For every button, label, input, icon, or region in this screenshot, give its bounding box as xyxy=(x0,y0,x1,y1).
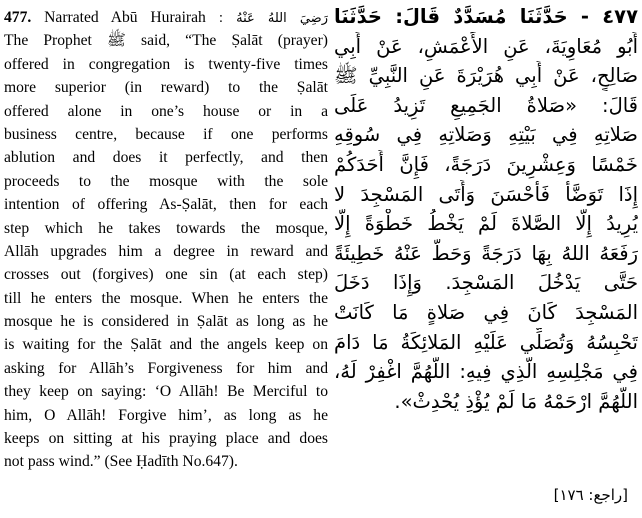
english-line: offered alone in one’s house or in a xyxy=(4,102,328,120)
english-line: is waiting for the Ṣalāt and the angels keep on xyxy=(4,336,328,354)
english-line: not pass wind.” (See Ḥadīth No.647). xyxy=(4,453,238,471)
arabic-line: قَالَ: «صَلاةُ الجَمِيعِ تَزِيدُ عَلَى xyxy=(334,93,638,117)
arabic-line: إِذَا تَوَضَّأَ فَأَحْسَنَ وَأَتَى المَسْجِدَ لا xyxy=(334,182,638,206)
column-divider xyxy=(330,8,331,468)
english-line: The Prophet ﷺ said, “The Ṣalāt (prayer) xyxy=(4,32,328,50)
english-line: offered in congregation is twenty-five times xyxy=(4,55,328,73)
english-line: they keep on saying: ‘O Allāh! Be Merciful to xyxy=(4,383,328,401)
cross-reference: [راجع: ١٧٦] xyxy=(553,486,628,504)
arabic-line: حَتَّى يَدْخُلَ المَسْجِدَ. وَإِذَا دَخَلَ xyxy=(334,271,638,295)
english-line: till he enters the mosque. When he enters the xyxy=(4,289,328,307)
arabic-line: صَلاتِهِ فِي بَيْتِهِ وَصَلاتِهِ فِي سُوقِهِ xyxy=(334,123,638,147)
english-line: intention of offering As-Ṣalāt, then for each xyxy=(4,196,328,214)
english-line: business centre, because if one performs xyxy=(4,125,328,143)
english-line: asking for Allāh’s Forgiveness for him and xyxy=(4,359,328,377)
arabic-line: خَمْسًا وَعِشْرِينَ دَرَجَةً، فَإِنَّ أَحَدَكُمْ xyxy=(334,152,638,176)
english-line: proceeds to the mosque with the sole xyxy=(4,172,328,190)
arabic-line: المَسْجِدَ كَانَ فِي صَلاةٍ مَا كَانَتْ xyxy=(334,300,638,324)
arabic-line: اللَّهُمَّ ارْحَمْهُ مَا لَمْ يُؤْذِ يُحْدِثْ». xyxy=(394,389,638,413)
arabic-heading-line: ٤٧٧ - حَدَّثَنَا مُسَدَّدٌ قَالَ: حَدَّثَنَا xyxy=(334,5,638,28)
arabic-line: فِي مَجْلِسِهِ الَّذِي فِيهِ: اللَّهُمَّ اغْفِرْ لَهُ، xyxy=(334,360,638,384)
english-line: 477. Narrated Abū Hurairah رَضِيَ اللهُ عَنْهُ : xyxy=(4,9,328,26)
english-line: crosses out (forgives) one sin (at each step) xyxy=(4,266,328,284)
arabic-line: أَبُو مُعَاوِيَةَ، عَنِ الأَعْمَشِ، عَنْ أَبِي xyxy=(334,34,638,58)
arabic-line: تَحْبِسُهُ وَتُصَلِّي عَلَيْهِ المَلائِكَةُ مَا دَامَ xyxy=(334,330,638,354)
english-line: keeps on sitting at his praying place and does xyxy=(4,430,328,448)
english-line: mosque he is considered in Ṣalāt as long as he xyxy=(4,313,328,331)
arabic-text xyxy=(334,2,638,416)
english-line: step which he takes towards the mosque, xyxy=(4,219,328,237)
english-line: Allāh upgrades him a degree in reward and xyxy=(4,242,328,260)
radiallahu-anhu-honorific: رَضِيَ اللهُ عَنْهُ : xyxy=(218,11,328,26)
english-line: him, O Allāh! Forgive him’, as long as he xyxy=(4,406,328,424)
arabic-line: يُرِيدُ إِلَّا الصَّلاةَ لَمْ يَخْطُ خَطْوَةً إِلَّا xyxy=(334,212,638,236)
hadith-number: 477. xyxy=(4,9,32,26)
english-translation xyxy=(4,6,328,474)
arabic-line: رَفَعَهُ اللهُ بِهَا دَرَجَةً وَحَطَّ عَنْهُ خَطِيئَةً xyxy=(334,241,638,265)
arabic-line: صَالِحٍ، عَنْ أَبِي هُرَيْرَةَ عَنِ النَّبِيِّ ﷺ xyxy=(334,64,638,88)
english-line: more superior (in reward) to the Ṣalāt xyxy=(4,79,328,97)
english-line: ablution and does it perfectly, and then xyxy=(4,149,328,167)
